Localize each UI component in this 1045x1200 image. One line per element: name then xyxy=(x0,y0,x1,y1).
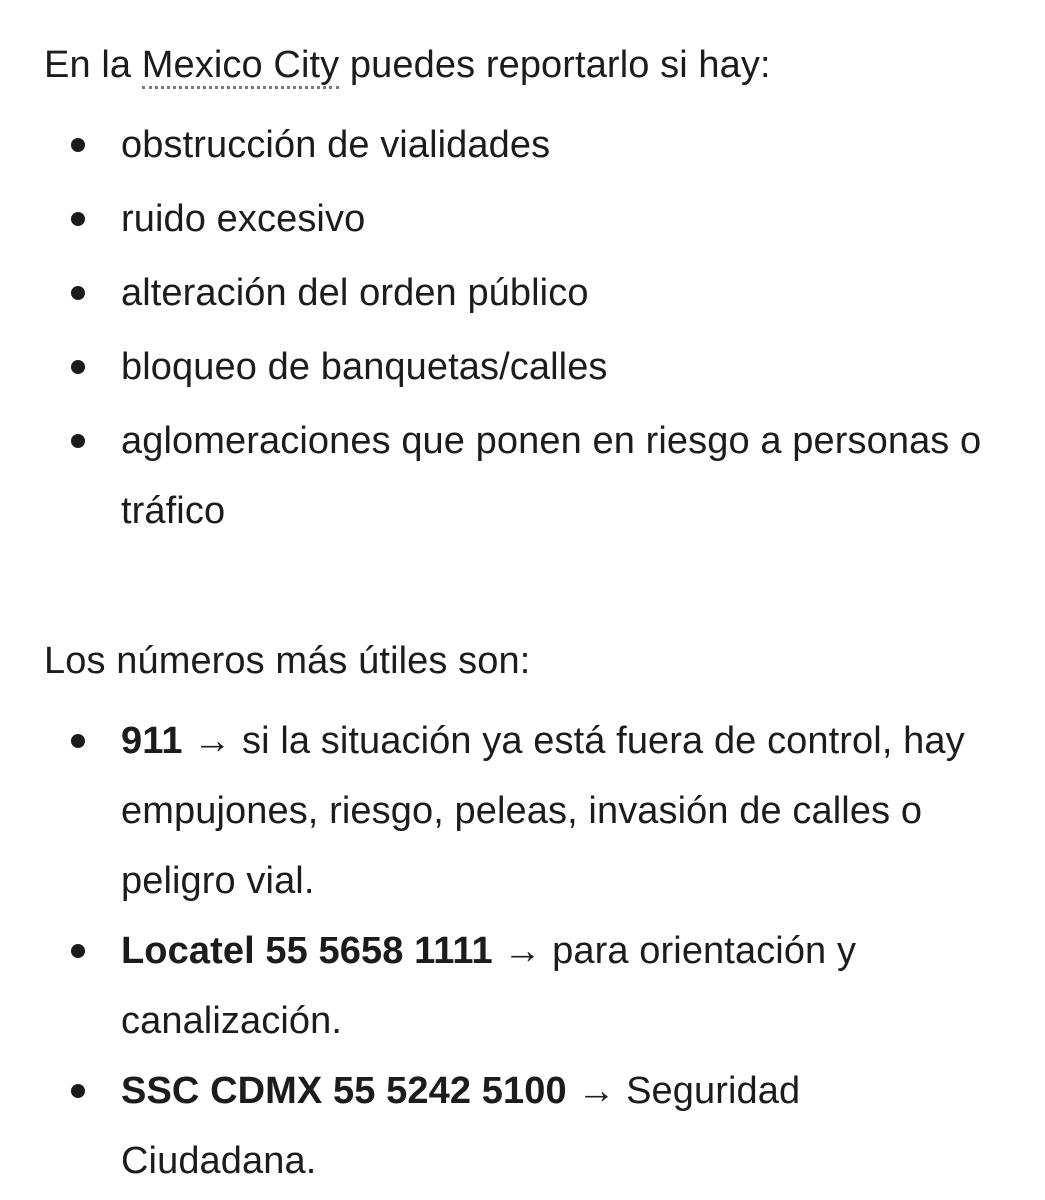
list-item-text: alteración del orden público xyxy=(121,272,589,314)
contact-number: 911 xyxy=(121,720,183,762)
message-content xyxy=(44,30,1004,1196)
list-item xyxy=(44,406,1004,546)
contact-text xyxy=(121,706,1004,916)
list-item-text: obstrucción de vialidades xyxy=(121,124,551,166)
bullet-icon xyxy=(71,1084,85,1098)
list-item-text: aglomeraciones que ponen en riesgo a personas o tráfico xyxy=(121,420,982,532)
list-item xyxy=(44,258,1004,328)
intro-suffix: puedes reportarlo si hay: xyxy=(339,44,771,86)
bullet-icon xyxy=(71,944,85,958)
intro-prefix: En la xyxy=(44,44,142,86)
list-item xyxy=(44,110,1004,180)
contacts-list xyxy=(44,706,1004,1196)
intro-sentence xyxy=(44,30,1004,100)
bullet-icon xyxy=(71,212,85,226)
report-reasons-list xyxy=(44,110,1004,546)
contact-item xyxy=(44,1056,1004,1196)
contact-item xyxy=(44,706,1004,916)
contact-description: → si la situación ya está fuera de control, hay empujones, riesgo, peleas, invasión de calles o peligro vial. xyxy=(121,720,965,902)
list-item-text: bloqueo de banquetas/calles xyxy=(121,346,608,388)
bullet-icon xyxy=(71,434,85,448)
list-item-text: ruido excesivo xyxy=(121,198,366,240)
bullet-icon xyxy=(71,734,85,748)
contact-description: → Seguridad Ciudadana. xyxy=(121,1070,801,1182)
contact-number: Locatel 55 5658 1111 xyxy=(121,930,493,972)
contact-description: → para orientación y canalización. xyxy=(121,930,857,1042)
contact-text xyxy=(121,1056,1004,1196)
list-item xyxy=(44,332,1004,402)
bullet-icon xyxy=(71,138,85,152)
mexico-city-link[interactable]: Mexico City xyxy=(142,44,339,89)
bullet-icon xyxy=(71,286,85,300)
contact-number: SSC CDMX 55 5242 5100 xyxy=(121,1070,567,1112)
bullet-icon xyxy=(71,360,85,374)
list-item xyxy=(44,184,1004,254)
numbers-heading: Los números más útiles son: xyxy=(44,640,531,682)
contact-item xyxy=(44,916,1004,1056)
contact-text xyxy=(121,916,1004,1056)
